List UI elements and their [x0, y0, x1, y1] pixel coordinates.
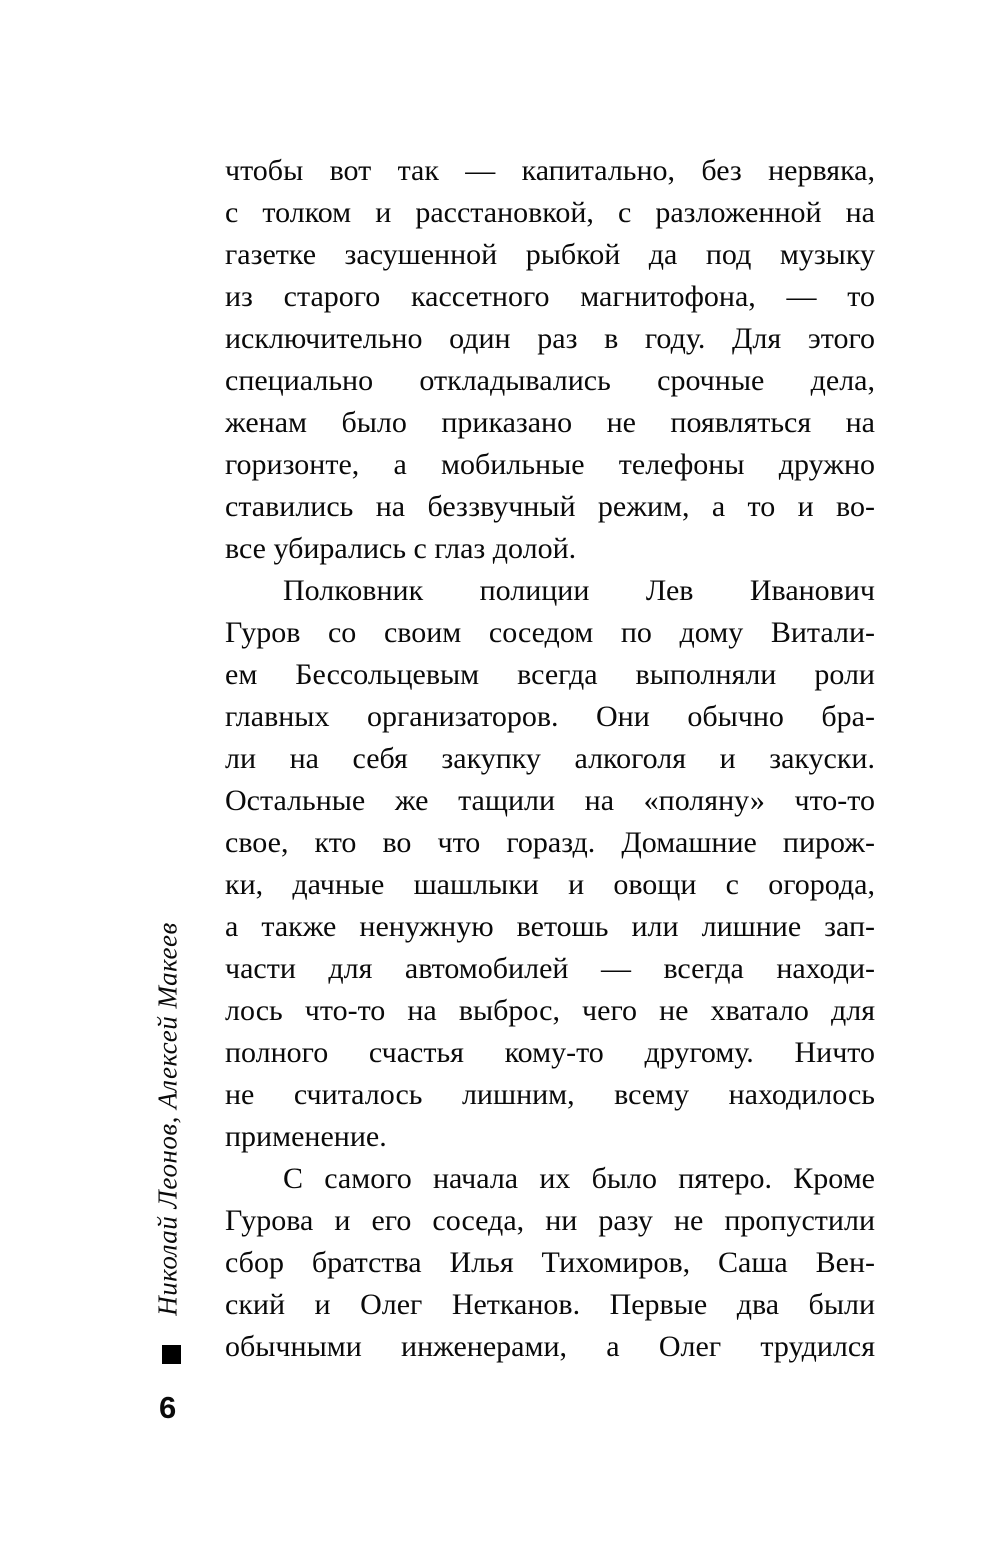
- text-line: ский и Олег Нетканов. Первые два были: [225, 1288, 875, 1321]
- text-line: ставились на беззвучный режим, а то и во-: [225, 490, 875, 523]
- author-names-vertical: Николай Леонов, Алексей Макеев: [152, 922, 183, 1316]
- text-line: Гуров со своим соседом по дому Витали-: [225, 616, 875, 649]
- text-line: ем Бессольцевым всегда выполняли роли: [225, 658, 875, 691]
- text-line: полного счастья кому-то другому. Ничто: [225, 1036, 875, 1069]
- text-line: не считалось лишним, всему находилось: [225, 1078, 875, 1111]
- text-line: из старого кассетного магнитофона, — то: [225, 280, 875, 313]
- text-line: применение.: [225, 1120, 387, 1153]
- text-line: все убирались с глаз долой.: [225, 532, 577, 565]
- text-line: обычными инженерами, а Олег трудился: [225, 1330, 875, 1363]
- text-line: ки, дачные шашлыки и овощи с огорода,: [225, 868, 875, 901]
- text-line: свое, кто во что горазд. Домашние пирож-: [225, 826, 875, 859]
- text-line: женам было приказано не появляться на: [225, 406, 875, 439]
- text-line: ли на себя закупку алкоголя и закуски.: [225, 742, 875, 775]
- body-text-block: [225, 150, 875, 1368]
- text-line: лось что-то на выброс, чего не хватало для: [225, 994, 875, 1027]
- text-line: газетке засушенной рыбкой да под музыку: [225, 238, 875, 271]
- margin-square-marker-icon: [162, 1345, 181, 1364]
- text-line: С самого начала их было пятеро. Кроме: [283, 1162, 875, 1195]
- text-line: сбор братства Илья Тихомиров, Саша Вен-: [225, 1246, 875, 1279]
- text-line: исключительно один раз в году. Для этого: [225, 322, 875, 355]
- text-line: Полковник полиции Лев Иванович: [283, 574, 875, 607]
- text-line: с толком и расстановкой, с разложенной на: [225, 196, 875, 229]
- text-line: чтобы вот так — капитально, без нервяка,: [225, 154, 875, 187]
- text-line: Остальные же тащили на «поляну» что-то: [225, 784, 875, 817]
- text-line: главных организаторов. Они обычно бра-: [225, 700, 875, 733]
- text-line: Гурова и его соседа, ни разу не пропустили: [225, 1204, 875, 1237]
- page-number: 6: [159, 1390, 177, 1425]
- text-line: а также ненужную ветошь или лишние зап-: [225, 910, 875, 943]
- text-line: горизонте, а мобильные телефоны дружно: [225, 448, 875, 481]
- text-line: специально откладывались срочные дела,: [225, 364, 875, 397]
- text-line: части для автомобилей — всегда находи-: [225, 952, 875, 985]
